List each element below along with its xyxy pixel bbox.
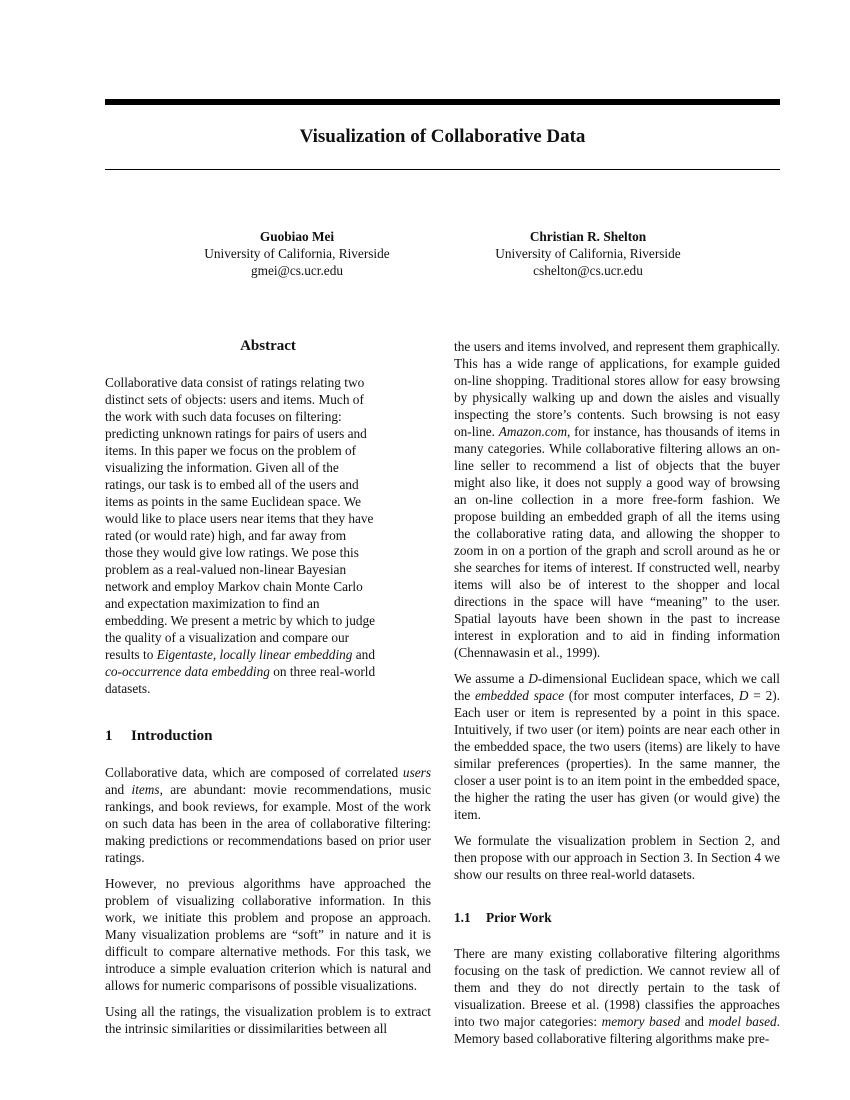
author-name: Christian R. Shelton: [529, 229, 647, 244]
intro-paragraph-2: However, no previous algorithms have approached the problem of visualizing collaborative information. In this work, we initiate this problem and propose an approach. Many visualization problems are “soft” in nature and it is difficult to compare alternative methods. For this task, we introduce a simple evaluation criterion which is natural and allows for numeric comparisons of possible visualizations.: [105, 876, 431, 993]
author-email: gmei@cs.ucr.edu: [250, 263, 343, 278]
right-column: [454, 338, 780, 1047]
intro-paragraph-3: Using all the ratings, the visualization problem is to extract the intrinsic similarities or dissimilarities between all: [105, 1004, 431, 1036]
abstract-heading: Abstract: [240, 338, 296, 354]
author-affiliation: University of California, Riverside: [495, 246, 681, 261]
intro-paragraph-4: We assume a D-dimensional Euclidean space, which we call the embedded space (for most computer interfaces, D = 2). Each user or item is represented by a point in this space. Intuitively, if two user (or item) points are near each other in the embedded space, the two users (items) are likely to have similar preferences (properties). In the same manner, the closer a user point is to an item point in the embedded space, the higher the rating the user has given (or would give) the item.: [454, 671, 780, 822]
author-block-2: [458, 228, 718, 279]
author-block-1: [167, 228, 427, 279]
intro-paragraph-3-continued: the users and items involved, and represent them graphically. This has a wide range of applications, for example guided on-line shopping. Traditional stores allow for easy browsing by physically walking up and down the aisles and visually inspecting the store’s contents. Such browsing is not easy on-line. Amazon.com, for instance, has thousands of items in many categories. While collaborative filtering allows an on-line seller to recommend a list of objects that the buyer might also like, it does not supply a good way of browsing an on-line collection in a more free-form fashion. We propose building an embedded graph of all the items using the collaborative rating data, and allowing the shopper to zoom in on a portion of the graph and scroll around as he or she searches for items of interest. If constructed well, nearby items will also be of interest to the shopper and local directions in the space will have “meaning” to the user. Spatial layouts have been shown in the past to increase interest in exploration and to aid in finding information (Chennawasin et al., 1999).: [454, 339, 780, 660]
prior-work-paragraph: There are many existing collaborative filtering algorithms focusing on the task of prediction. We cannot review all of them and they do not directly pertain to the task of visualization. Breese et al. (1998) classifies the approaches into two major categories: memory based and model based. Memory based collaborative filtering algorithms make pre-: [454, 946, 780, 1046]
intro-paragraph-5: We formulate the visualization problem in Section 2, and then propose with our approach in Section 3. In Section 4 we show our results on three real-world datasets.: [454, 833, 780, 882]
author-affiliation: University of California, Riverside: [204, 246, 390, 261]
paper-title: Visualization of Collaborative Data: [299, 126, 586, 147]
abstract-text: Collaborative data consist of ratings relating two distinct sets of objects: users and items. Much of the work with such data focuses on filtering: predicting unknown ratings for pairs of users and items. In this paper we focus on the problem of visualizing the information. Given all of the ratings, our task is to embed all of the users and items as points in the same Euclidean space. We would like to place users near items that they have rated (or would rate) high, and far away from those they would give low ratings. We pose this problem as a real-valued non-linear Bayesian network and employ Markov chain Monte Carlo and expectation maximization to find an embedding. We present a metric by which to judge the quality of a visualization and compare our results to Eigentaste, locally linear embedding and co-occurrence data embedding on three real-world datasets.: [105, 375, 376, 696]
author-name: Guobiao Mei: [259, 229, 335, 244]
left-column: [105, 338, 431, 1037]
subsection-heading-prior-work: 1.1 Prior Work: [454, 910, 552, 925]
section-heading-introduction: 1 Introduction: [105, 728, 213, 744]
top-thick-rule: [105, 99, 780, 105]
intro-paragraph-1: Collaborative data, which are composed of correlated users and items, are abundant: movie recommendations, music rankings, and book reviews, for example. Most of the work on such data has been in the area of collaborative filtering: making predictions or recommendations based on prior user ratings.: [105, 765, 431, 865]
title-bottom-rule: [105, 169, 780, 170]
author-email: cshelton@cs.ucr.edu: [533, 263, 643, 278]
